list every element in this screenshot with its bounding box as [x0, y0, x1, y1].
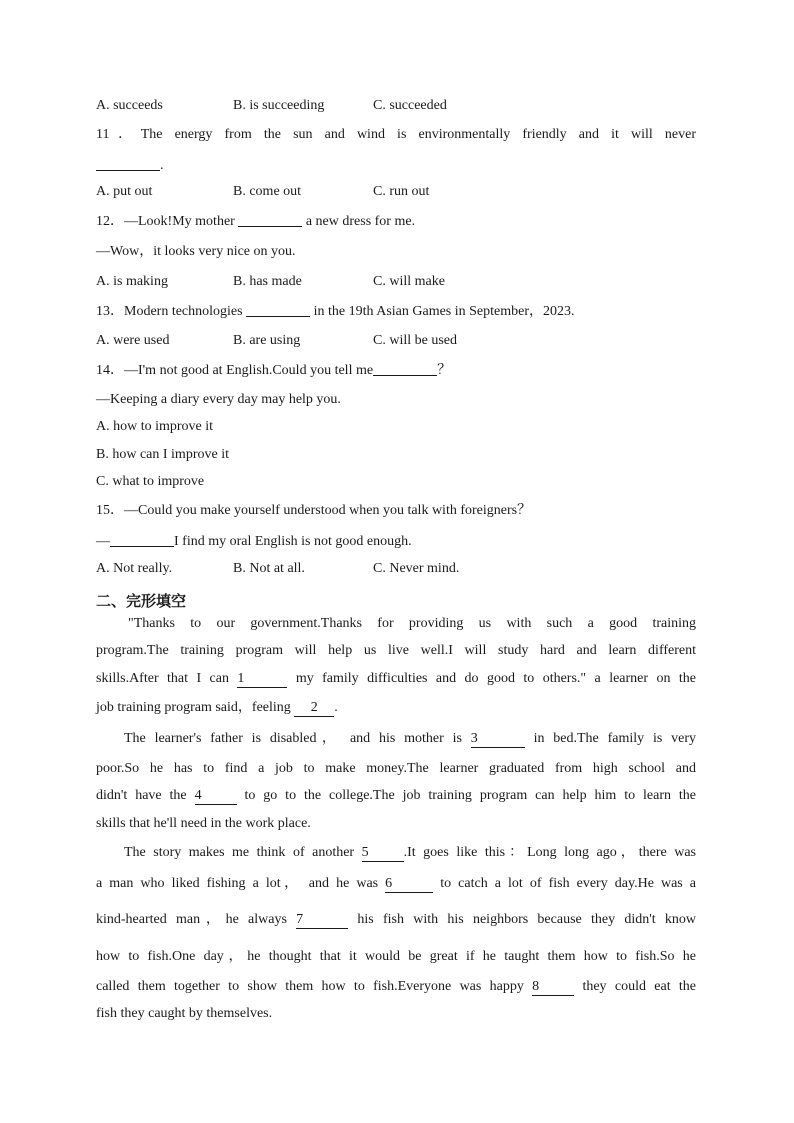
- q12-stem: [96, 212, 696, 231]
- passage-p3-line6: fish they caught by themselves.: [96, 1006, 273, 1021]
- q11-option-a: A. put out: [96, 184, 153, 199]
- q12-option-b: B. has made: [233, 274, 302, 289]
- q15-stem: 15．—Could you make yourself understood when you talk with foreigners？: [96, 503, 532, 518]
- q13-stem-pre: 13．Modern technologies: [96, 304, 247, 319]
- q15-option-a: A. Not really.: [96, 561, 173, 576]
- q10-option-b: B. is succeeding: [233, 98, 325, 113]
- q11-option-c: C. run out: [373, 184, 430, 199]
- q14-stem-pre: 14．—I'm not good at English.Could you tell me: [96, 363, 374, 378]
- cloze-blank-4[interactable]: 4: [195, 788, 237, 805]
- passage-p1-line1: "Thanks to our government.Thanks for providing us with such a good training: [128, 616, 696, 631]
- q13-option-b: B. are using: [233, 333, 301, 348]
- passage-text: .It goes like this：Long long ago，there was: [403, 845, 697, 860]
- passage-text: job training program said，feeling: [96, 700, 295, 715]
- passage-p1-line4: [96, 699, 696, 717]
- passage-p3-line4: how to fish.One day，he thought that it would be great if he taught them how to fish.So he: [96, 949, 696, 964]
- cloze-blank-3[interactable]: 3: [471, 731, 525, 748]
- passage-p3-line3: [96, 911, 696, 929]
- q10-option-a: A. succeeds: [96, 98, 163, 113]
- q14-answer-blank[interactable]: [373, 361, 437, 376]
- q14-reply: —Keeping a diary every day may help you.: [96, 392, 341, 407]
- q15-answer-blank[interactable]: [110, 532, 174, 547]
- q13-options: [96, 332, 696, 350]
- passage-p1-line3: [96, 670, 696, 688]
- q11-answer-blank[interactable]: [96, 156, 160, 171]
- q12-reply: —Wow，it looks very nice on you.: [96, 244, 296, 259]
- q14-stem: [96, 361, 696, 380]
- cloze-blank-1[interactable]: 1: [237, 671, 287, 688]
- q12-options: [96, 273, 696, 291]
- q14-stem-post: ？: [437, 363, 452, 378]
- passage-text: to go to the college.The job training program can help him to learn the: [236, 788, 696, 803]
- q14-option-b: B. how can I improve it: [96, 447, 229, 462]
- q14-option-a: A. how to improve it: [96, 419, 214, 434]
- q12-answer-blank[interactable]: [238, 212, 302, 227]
- passage-text: .: [334, 700, 338, 715]
- q15-reply-post: I find my oral English is not good enough.: [174, 534, 412, 549]
- q12-stem-pre: 12．—Look!My mother: [96, 214, 239, 229]
- passage-text: a man who liked fishing a lot， and he was: [96, 876, 386, 891]
- section-heading-cloze: 二、完形填空: [96, 592, 187, 610]
- q13-answer-blank[interactable]: [246, 302, 310, 317]
- q13-option-a: A. were used: [96, 333, 170, 348]
- passage-text: The story makes me think of another: [124, 845, 362, 860]
- q13-option-c: C. will be used: [373, 333, 457, 348]
- passage-p3-line2: [96, 875, 696, 893]
- q11-option-b: B. come out: [233, 184, 302, 199]
- q15-options: [96, 560, 696, 578]
- passage-p2-line2: poor.So he has to find a job to make money.The learner graduated from high school and: [96, 761, 696, 776]
- q11-options: [96, 183, 696, 201]
- q10-options: [96, 97, 696, 115]
- passage-text: The learner's father is disabled， and his mother is: [124, 731, 471, 746]
- cloze-blank-8[interactable]: 8: [532, 979, 574, 996]
- passage-text: kind-hearted man，he always: [96, 912, 297, 927]
- passage-p3-line1: [124, 844, 696, 862]
- passage-p2-line1: [124, 730, 696, 748]
- passage-p1-line2: program.The training program will help us live well.I will study hard and learn different: [96, 643, 696, 658]
- passage-text: they could eat the: [574, 979, 696, 994]
- passage-text: called them together to show them how to fish.Everyone was happy: [96, 979, 533, 994]
- q15-option-c: C. Never mind.: [373, 561, 460, 576]
- cloze-blank-2[interactable]: 2: [294, 700, 334, 717]
- passage-text: his fish with his neighbors because they didn't know: [348, 912, 696, 927]
- passage-text: didn't have the: [96, 788, 195, 803]
- q11-tail: .: [160, 158, 164, 173]
- q15-reply: [96, 532, 696, 551]
- q14-option-c: C. what to improve: [96, 474, 205, 489]
- passage-p2-line4: skills that he'll need in the work place.: [96, 816, 311, 831]
- q13-stem: [96, 302, 696, 321]
- q11-stem: 11．The energy from the sun and wind is environmentally friendly and it will never: [96, 127, 696, 142]
- cloze-blank-5[interactable]: 5: [362, 845, 404, 862]
- q10-option-c: C. succeeded: [373, 98, 447, 113]
- q11-blank-line: [96, 156, 696, 175]
- passage-text: to catch a lot of fish every day.He was a: [433, 876, 696, 891]
- q12-option-a: A. is making: [96, 274, 168, 289]
- cloze-blank-6[interactable]: 6: [385, 876, 433, 893]
- passage-p3-line5: [96, 978, 696, 996]
- q12-stem-post: a new dress for me.: [302, 214, 416, 229]
- passage-p2-line3: [96, 787, 696, 805]
- q15-option-b: B. Not at all.: [233, 561, 305, 576]
- q15-reply-pre: —: [96, 534, 110, 549]
- passage-text: skills.After that I can: [96, 671, 238, 686]
- q12-option-c: C. will make: [373, 274, 445, 289]
- passage-text: my family difficulties and do good to others." a learner on the: [287, 671, 696, 686]
- passage-text: in bed.The family is very: [524, 731, 696, 746]
- q13-stem-post: in the 19th Asian Games in September，2023.: [310, 304, 575, 319]
- cloze-blank-7[interactable]: 7: [296, 912, 348, 929]
